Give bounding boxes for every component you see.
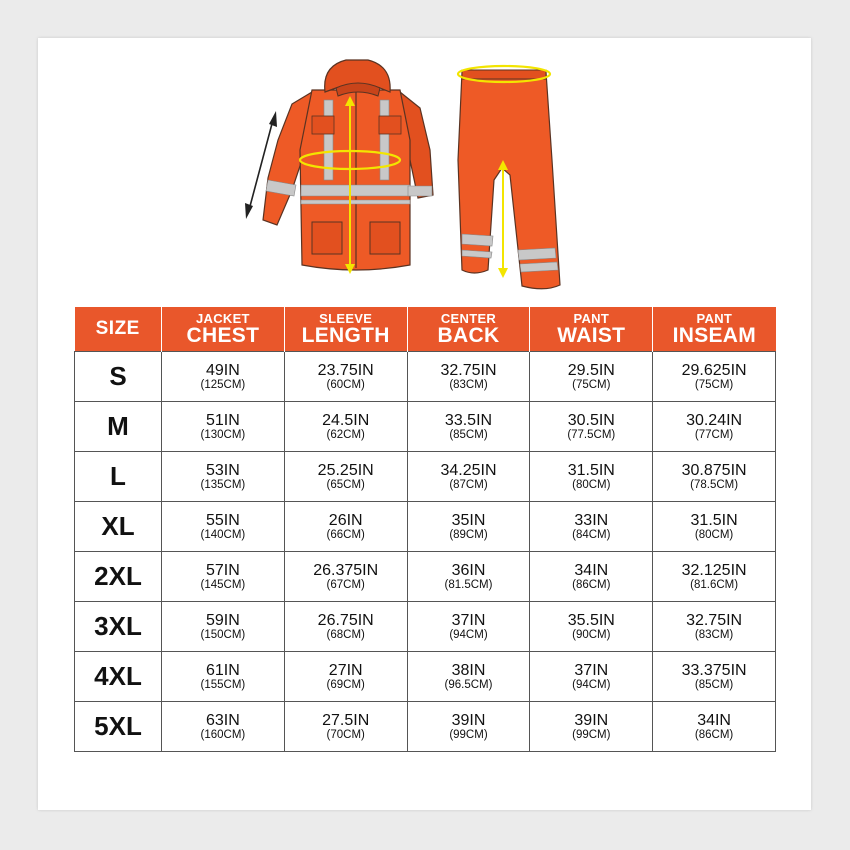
value-centimeters: (87CM) [449, 478, 488, 491]
pants-illustration [458, 66, 560, 289]
value-centimeters: (66CM) [326, 528, 365, 541]
measurement-cell [530, 702, 653, 752]
measurement-cell [162, 452, 285, 502]
value-centimeters: (99CM) [572, 728, 611, 741]
header-size [75, 307, 162, 352]
value-inches: 30.875IN [681, 461, 747, 479]
header-bottom-label: LENGTH [301, 324, 390, 347]
table-row [75, 352, 776, 402]
value-inches: 32.75IN [686, 611, 743, 629]
value-inches: 23.75IN [317, 361, 374, 379]
value-inches: 31.5IN [567, 461, 615, 479]
measurement-cell [407, 702, 530, 752]
value-inches: 32.75IN [440, 361, 497, 379]
value-centimeters: (86CM) [694, 728, 734, 741]
header-pant-inseam [653, 307, 776, 352]
value-centimeters: (89CM) [449, 528, 488, 541]
measurement-cell [653, 402, 776, 452]
measurement-cell [284, 502, 407, 552]
measurement-cell [162, 702, 285, 752]
measurement-cell [162, 602, 285, 652]
value-centimeters: (77.5CM) [567, 428, 616, 441]
value-inches: 53IN [206, 461, 240, 479]
header-top-label: SLEEVE [319, 311, 373, 326]
measurement-cell [530, 352, 653, 402]
value-inches: 55IN [206, 511, 240, 529]
value-inches: 30.5IN [567, 411, 615, 429]
measurement-cell [653, 702, 776, 752]
measurement-cell [284, 652, 407, 702]
value-centimeters: (130CM) [200, 428, 246, 441]
value-inches: 59IN [206, 611, 240, 629]
header-bottom-label: INSEAM [672, 324, 757, 347]
measurement-cell [284, 402, 407, 452]
header-top-label: PANT [696, 311, 733, 326]
measurement-cell [653, 602, 776, 652]
measurement-cell [530, 552, 653, 602]
value-centimeters: (62CM) [326, 428, 365, 441]
value-inches: 38IN [451, 661, 486, 679]
size-label: 5XL [75, 702, 162, 752]
measurement-cell [162, 552, 285, 602]
size-label: 4XL [75, 652, 162, 702]
size-label: L [75, 452, 162, 502]
value-centimeters: (78.5CM) [690, 478, 739, 491]
table-row [75, 452, 776, 502]
value-inches: 39IN [451, 711, 486, 729]
measurement-cell [530, 452, 653, 502]
measurement-cell [284, 602, 407, 652]
header-bottom-label: WAIST [557, 324, 626, 347]
measurement-cell [407, 402, 530, 452]
value-inches: 34IN [574, 561, 609, 579]
value-inches: 26.375IN [313, 561, 379, 579]
measurement-cell [653, 502, 776, 552]
measurement-cell [162, 502, 285, 552]
value-centimeters: (145CM) [200, 578, 246, 591]
header-pant-waist [530, 307, 653, 352]
value-inches: 37IN [574, 661, 609, 679]
measurement-cell [530, 402, 653, 452]
table-row [75, 702, 776, 752]
measurement-cell [284, 552, 407, 602]
size-chart-table [74, 307, 776, 752]
table-row [75, 652, 776, 702]
value-centimeters: (65CM) [326, 478, 365, 491]
value-inches: 27IN [328, 661, 363, 679]
header-size-label: SIZE [95, 318, 140, 339]
value-inches: 37IN [451, 611, 486, 629]
value-inches: 31.5IN [690, 511, 738, 529]
value-inches: 34.25IN [440, 461, 497, 479]
value-centimeters: (60CM) [326, 378, 365, 391]
value-centimeters: (135CM) [200, 478, 246, 491]
measurement-cell [284, 352, 407, 402]
size-label: M [75, 402, 162, 452]
size-label: 2XL [75, 552, 162, 602]
value-inches: 33IN [574, 511, 609, 529]
value-centimeters: (86CM) [572, 578, 611, 591]
value-inches: 26IN [328, 511, 363, 529]
value-inches: 51IN [206, 411, 240, 429]
size-label: 3XL [75, 602, 162, 652]
value-inches: 33.5IN [444, 411, 493, 429]
value-centimeters: (70CM) [326, 728, 365, 741]
value-centimeters: (155CM) [200, 678, 246, 691]
measurement-cell [284, 702, 407, 752]
size-label: XL [75, 502, 162, 552]
measurement-cell [407, 552, 530, 602]
header-bottom-label: CHEST [186, 324, 260, 347]
value-inches: 32.125IN [681, 561, 747, 579]
measurement-cell [530, 652, 653, 702]
value-centimeters: (160CM) [200, 728, 246, 741]
value-centimeters: (83CM) [694, 628, 734, 641]
value-centimeters: (75CM) [694, 378, 734, 391]
header-bottom-label: BACK [437, 324, 500, 347]
value-inches: 26.75IN [317, 611, 374, 629]
measurement-cell [530, 502, 653, 552]
value-centimeters: (84CM) [572, 528, 611, 541]
value-inches: 29.625IN [681, 361, 747, 379]
table-row [75, 502, 776, 552]
value-centimeters: (69CM) [326, 678, 365, 691]
value-inches: 36IN [451, 561, 486, 579]
value-inches: 29.5IN [567, 361, 615, 379]
measurement-cell [530, 602, 653, 652]
size-label: S [75, 352, 162, 402]
header-sleeve-length [284, 307, 407, 352]
value-centimeters: (68CM) [326, 628, 365, 641]
measure-arrow-icon [498, 160, 508, 278]
value-inches: 24.5IN [322, 411, 370, 429]
value-inches: 63IN [206, 711, 240, 729]
value-centimeters: (150CM) [200, 628, 246, 641]
value-inches: 35IN [451, 511, 486, 529]
measurement-cell [653, 452, 776, 502]
value-inches: 49IN [206, 361, 240, 379]
value-centimeters: (67CM) [326, 578, 365, 591]
table-header-row [75, 307, 776, 352]
header-center-back [407, 307, 530, 352]
value-centimeters: (81.5CM) [444, 578, 493, 591]
measurement-cell [162, 652, 285, 702]
table-row [75, 402, 776, 452]
value-centimeters: (140CM) [200, 528, 246, 541]
value-inches: 27.5IN [322, 711, 370, 729]
header-top-label: CENTER [440, 311, 497, 326]
value-centimeters: (75CM) [572, 378, 611, 391]
header-top-label: PANT [573, 311, 610, 326]
table-row [75, 552, 776, 602]
value-centimeters: (80CM) [694, 528, 734, 541]
measurement-cell [407, 502, 530, 552]
measurement-cell [162, 402, 285, 452]
value-centimeters: (80CM) [572, 478, 611, 491]
value-inches: 35.5IN [567, 611, 615, 629]
value-centimeters: (96.5CM) [444, 678, 493, 691]
value-centimeters: (90CM) [572, 628, 611, 641]
garment-illustration [0, 0, 850, 300]
value-centimeters: (125CM) [200, 378, 246, 391]
value-inches: 61IN [206, 661, 240, 679]
measurement-cell [653, 352, 776, 402]
value-centimeters: (94CM) [572, 678, 611, 691]
measurement-cell [407, 602, 530, 652]
value-inches: 57IN [206, 561, 240, 579]
value-inches: 33.375IN [681, 661, 747, 679]
table-row [75, 602, 776, 652]
value-inches: 30.24IN [686, 411, 743, 429]
value-inches: 34IN [697, 711, 731, 729]
value-centimeters: (94CM) [449, 628, 488, 641]
header-jacket-chest [162, 307, 285, 352]
jacket-illustration [263, 60, 433, 274]
measurement-cell [653, 552, 776, 602]
value-centimeters: (99CM) [449, 728, 488, 741]
value-centimeters: (83CM) [449, 378, 488, 391]
value-inches: 39IN [574, 711, 609, 729]
value-centimeters: (81.6CM) [690, 578, 739, 591]
header-top-label: JACKET [195, 311, 250, 326]
value-centimeters: (85CM) [449, 428, 488, 441]
measurement-cell [407, 652, 530, 702]
measurement-cell [407, 452, 530, 502]
measurement-cell [284, 452, 407, 502]
measurement-cell [653, 652, 776, 702]
value-centimeters: (85CM) [694, 678, 734, 691]
measurement-cell [162, 352, 285, 402]
value-inches: 25.25IN [317, 461, 374, 479]
measurement-cell [407, 352, 530, 402]
value-centimeters: (77CM) [694, 428, 734, 441]
